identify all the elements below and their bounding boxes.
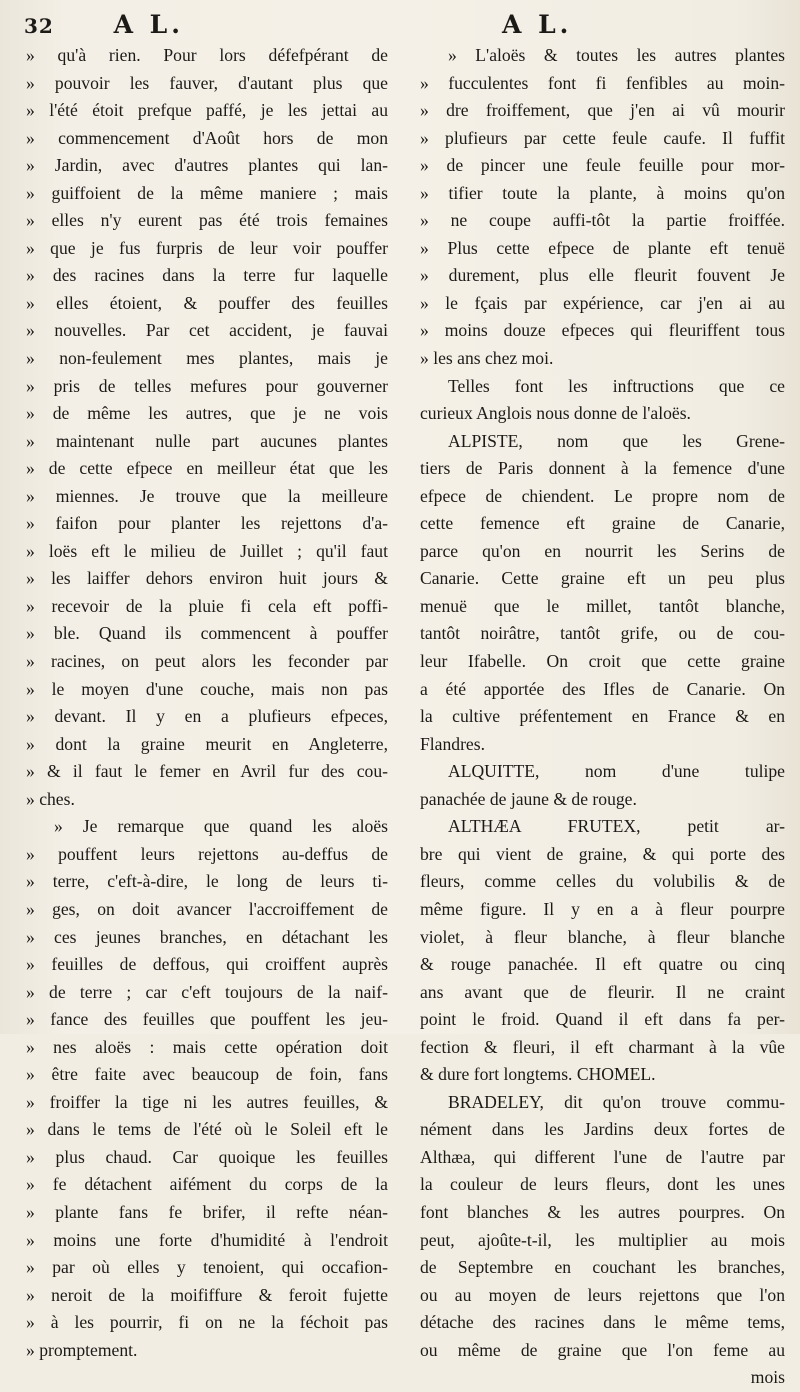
text-line: » des racines dans la terre fur laquelle [26, 265, 388, 286]
text-line: bre qui vient de graine, & qui porte des [420, 843, 785, 864]
text-line: » guiffoient de la même maniere ; mais [26, 182, 388, 203]
text-line: peut, ajoûte-t-il, les multiplier au mois [420, 1229, 785, 1250]
text-line: cette femence eft graine de Canarie, [420, 513, 785, 534]
text-line: a été apportée des Ifles de Canarie. On [420, 678, 785, 699]
text-line: point le froid. Quand il eft dans fa per- [420, 1009, 785, 1030]
text-line: » plante fans fe brifer, il refte néan- [26, 1201, 388, 1222]
text-line: » le fçais par expérience, car j'en ai au [420, 292, 785, 313]
text-line: Canarie. Cette graine eft un peu plus [420, 568, 785, 589]
text-line: » elles étoient, & pouffer des feuilles [26, 292, 388, 313]
text-line: » pouvoir les fauver, d'autant plus que [26, 72, 388, 93]
text-line: » racines, on peut alors les feconder par [26, 651, 388, 672]
text-line: » loës eft le milieu de Juillet ; qu'il faut [26, 540, 388, 561]
right-page-header [428, 10, 778, 40]
text-line: » commencement d'Août hors de mon [26, 127, 388, 148]
text-line: » Jardin, avec d'autres plantes qui lan- [26, 155, 388, 176]
text-line: tiers de Paris donnent à la femence d'une [420, 458, 785, 479]
text-line: » neroit de la moififfure & feroit fujette [26, 1284, 388, 1305]
text-line: » le moyen d'une couche, mais non pas [26, 678, 388, 699]
right-running-head: A L. [502, 10, 573, 39]
text-line: » ble. Quand ils commencent à pouffer [26, 623, 388, 644]
text-line: Telles font les inftructions que ce [448, 375, 785, 396]
text-line: » devant. Il y en a plufieurs efpeces, [26, 706, 388, 727]
text-line: » fucculentes font fi fenfibles au moin- [420, 72, 785, 93]
text-line: & rouge panachée. Il eft quatre ou cinq [420, 954, 785, 975]
text-line: efpece de chiendent. Le propre nom de [420, 485, 785, 506]
text-line: » les laiffer dehors environ huit jours & [26, 568, 388, 589]
text-line: » de cette efpece en meilleur état que les [26, 458, 388, 479]
text-line: mois [750, 1367, 785, 1388]
text-line: » faifon pour planter les rejettons d'a- [26, 513, 388, 534]
text-line: » recevoir de la pluie fi cela eft poffi- [26, 595, 388, 616]
text-line: fection & fleuri, il eft charmant à la vûe [420, 1036, 785, 1057]
text-line: » de terre ; car c'eft toujours de la naif- [26, 981, 388, 1002]
text-line: Flandres. [420, 733, 485, 754]
text-line: ALPISTE, nom que les Grene- [448, 430, 785, 451]
text-line: & dure fort longtems. CHOMEL. [420, 1064, 656, 1085]
text-line: » dont la graine meurit en Angleterre, [26, 733, 388, 754]
text-line: » Je remarque que quand les aloës [54, 816, 388, 837]
text-line: la couleur de leurs fleurs, dont les unes [420, 1174, 785, 1195]
text-line: » de même les autres, que je ne vois [26, 403, 388, 424]
right-text-column [420, 42, 785, 1392]
text-line: » non-feulement mes plantes, mais je [26, 348, 388, 369]
text-line: BRADELEY, dit qu'on trouve commu- [448, 1091, 785, 1112]
text-line: de Septembre en couchant les branches, [420, 1257, 785, 1278]
text-line: » plufieurs par cette feule caufe. Il fuffit [420, 127, 785, 148]
text-line: » froiffer la tige ni les autres feuilles, & [26, 1091, 388, 1112]
left-running-head: A L. [113, 10, 184, 39]
text-line: » feuilles de deffous, qui croiffent auprès [26, 954, 388, 975]
text-line: » nes aloës : mais cette opération doit [26, 1036, 388, 1057]
text-line: » fance des feuilles que pouffent les jeu- [26, 1009, 388, 1030]
text-line: » pouffent leurs rejettons au-deffus de [26, 843, 388, 864]
text-line: » promptement. [26, 1339, 138, 1360]
text-line: » elles n'y eurent pas été trois femaines [26, 210, 388, 231]
text-line: font blanches & les autres pourpres. On [420, 1201, 785, 1222]
text-line: » & il faut le femer en Avril fur des cou- [26, 761, 388, 782]
text-line: » dans le tems de l'été où le Soleil eft le [26, 1119, 388, 1140]
text-line: » dre froiffement, que j'en ai vû mourir [420, 100, 785, 121]
text-line: Althæa, qui different l'une de l'autre par [420, 1146, 785, 1167]
left-text-column [26, 42, 388, 1364]
text-line: » les ans chez moi. [420, 348, 554, 369]
text-line: ans avant que de fleurir. Il ne craint [420, 981, 785, 1002]
text-line: menuë que le millet, tantôt blanche, [420, 595, 785, 616]
text-line: » être faite avec beaucoup de foin, fans [26, 1064, 388, 1085]
text-line: » nouvelles. Par cet accident, je fauvai [26, 320, 388, 341]
text-line: » fe détachent aifément du corps de la [26, 1174, 388, 1195]
text-line: la cultive préfentement en France & en [420, 706, 785, 727]
text-line: » l'été étoit prefque paffé, je les jettai au [26, 100, 388, 121]
text-line: » qu'à rien. Pour lors défefpérant de [26, 45, 388, 65]
text-line: curieux Anglois nous donne de l'aloës. [420, 403, 691, 424]
text-line: » que je fus furpris de leur voir pouffer [26, 237, 388, 258]
text-line: » ces jeunes branches, en détachant les [26, 926, 388, 947]
text-line: nément dans les Jardins deux fortes de [420, 1119, 785, 1140]
text-line: » maintenant nulle part aucunes plantes [26, 430, 388, 451]
text-line: leur Ifabelle. On croit que cette graine [420, 651, 785, 672]
text-line: fleurs, comme celles du volubilis & de [420, 871, 785, 892]
text-line: » ne coupe auffi-tôt la partie froiffée. [420, 210, 785, 231]
text-line: » Plus cette efpece de plante eft tenuë [420, 237, 785, 258]
text-line: ALQUITTE, nom d'une tulipe [448, 761, 785, 782]
text-line: » miennes. Je trouve que la meilleure [26, 485, 388, 506]
left-page-header [24, 10, 354, 40]
text-line: ou au moyen de leurs rejettons que l'on [420, 1284, 785, 1305]
text-line: même figure. Il y en a à fleur pourpre [420, 898, 785, 919]
text-line: » ges, on doit avancer l'accroiffement de [26, 898, 388, 919]
text-line: » durement, plus elle fleurit fouvent Je [420, 265, 785, 286]
text-line: » plus chaud. Car quoique les feuilles [26, 1146, 388, 1167]
text-line: » de pincer une feule feuille pour mor- [420, 155, 785, 176]
text-line: détache des racines dans le même tems, [420, 1312, 785, 1333]
text-line: » terre, c'eft-à-dire, le long de leurs ti- [26, 871, 388, 892]
text-line: tantôt noirâtre, tantôt grife, ou de cou- [420, 623, 785, 644]
text-line: » à les pourrir, fi on ne la féchoit pas [26, 1312, 388, 1333]
text-line: » tifier toute la plante, à moins qu'on [420, 182, 785, 203]
text-line: » moins une forte d'humidité à l'endroit [26, 1229, 388, 1250]
text-line: parce qu'on en nourrit les Serins de [420, 540, 785, 561]
text-line: » ches. [26, 788, 75, 809]
text-line: panachée de jaune & de rouge. [420, 788, 637, 809]
text-line: ALTHÆA FRUTEX, petit ar- [448, 816, 785, 837]
text-line: violet, à fleur blanche, à fleur blanche [420, 926, 785, 947]
text-line: ou même de graine que l'on feme au [420, 1339, 785, 1360]
text-line: » moins douze efpeces qui fleuriffent tous [420, 320, 785, 341]
text-line: » L'aloës & toutes les autres plantes [448, 45, 785, 65]
text-line: » par où elles y tenoient, qui occafion- [26, 1257, 388, 1278]
page-number: 32 [24, 14, 54, 38]
text-line: » pris de telles mefures pour gouverner [26, 375, 388, 396]
